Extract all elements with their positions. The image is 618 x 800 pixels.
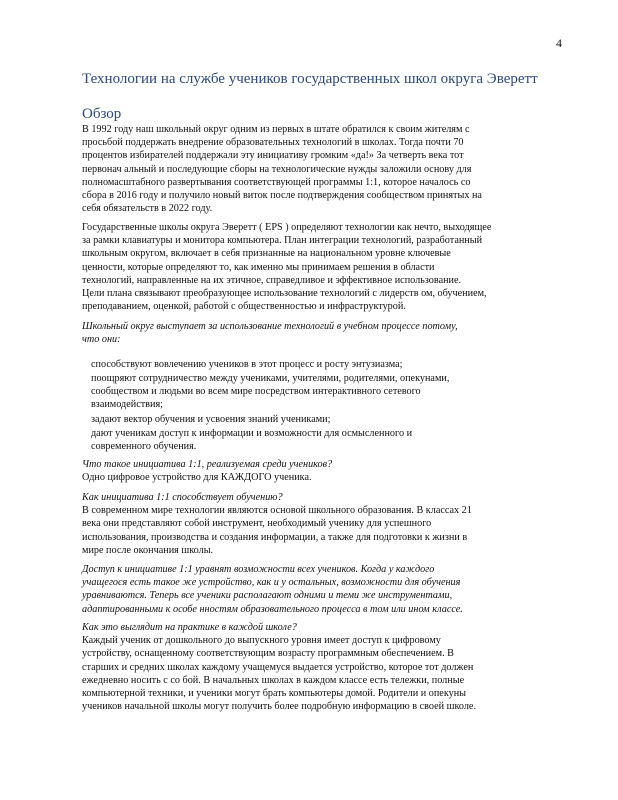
answer-text: Одно цифровое устройство для КАЖДОГО ученика. — [82, 472, 312, 484]
question-text: Что такое инициатива 1:1, реализуемая среди учеников? — [82, 459, 333, 470]
text-line: Доступ к инициативе 1:1 уравнят возможности всех учеников. Когда у каждого — [82, 564, 435, 575]
text-line: за рамки клавиатуры и монитора компьютера. План интеграции технологий, разработанный — [82, 235, 483, 247]
answer-text: ежедневно носить с со бой. В начальных школах в каждом классе есть тележки, полные — [82, 674, 465, 686]
question-text: Как это выглядит на практике в каждой школе? — [82, 622, 297, 633]
list-item-text: задают вектор обучения и усвоения знаний учениками; — [91, 414, 331, 425]
qa-what-is — [82, 458, 552, 484]
text-line: первонач альный и последующие сборы на технологические нужды заложили основу для — [82, 163, 472, 175]
text-line: учащегося есть такое же устройство, как и у остальных, возможности для обучения — [82, 577, 461, 589]
text-line: полномасштабного развертывания соответствующей программы 1:1, которое началось со — [82, 176, 471, 188]
list-item-text: поощряют сотрудничество между учениками, учителями, родителями, опекунами, — [91, 373, 450, 384]
answer-text: Каждый ученик от дошкольного до выпускного уровня имеет доступ к цифровому — [82, 635, 441, 647]
text-line: просьбой поддержать внедрение образовательных технологий в школах. Тогда почти 70 — [82, 137, 464, 149]
text-line: В 1992 году наш школьный округ одним из первых в штате обратился к своим жителям с — [82, 124, 470, 135]
text-line: процентов избирателей поддержали эту инициативу громким «да!» За четверть века тот — [82, 150, 464, 162]
section-heading-overview: Обзор — [82, 106, 122, 122]
text-line: Государственные школы округа Эверетт ( EPS ) определяют технологии как нечто, выходящее — [82, 222, 492, 233]
paragraph-definition — [82, 221, 552, 313]
text-line: ценности, которые определяют то, как именно мы принимаем решения в области — [82, 261, 435, 273]
qa-how-helps — [82, 491, 552, 557]
question-text: Как инициатива 1:1 способствует обучению? — [82, 492, 283, 503]
text-line: сбора в 2016 году и получило новый виток после подтверждения сообществом принятых на — [82, 190, 482, 202]
answer-text: В современном мире технологии являются основой школьного образования. В классах 21 — [82, 505, 472, 517]
text-line: что они: — [82, 334, 121, 346]
paragraph-italic-intro — [82, 320, 552, 346]
answer-text: устройству, оснащенному соответствующим возрасту программным обеспечением. В — [82, 648, 454, 660]
qa-equal-access — [82, 563, 552, 616]
list-item-text: сообществом и людьми во всем мире посредством интерактивного сетевого — [91, 386, 421, 397]
list-item-text: способствуют вовлечению учеников в этот процесс и росту энтузиазма; — [91, 359, 403, 370]
list-item-text: современного обучения. — [91, 441, 197, 452]
answer-text: использования, производства и создания информации, а также для подготовки к жизни в — [82, 531, 468, 543]
page-title: Технологии на службе учеников государственных школ округа Эверетт — [82, 71, 538, 87]
answer-text: компьютерной техники, и ученики могут брать компьютеры домой. Родители и опекуны — [82, 688, 467, 700]
answer-text: учеников начальной школы могут получить более подробную информацию в своей школе. — [82, 701, 477, 713]
text-line: преподаванием, оценкой, работой с общественностью и инфраструктурой. — [82, 301, 406, 313]
list-item-text: дают ученикам доступ к информации и возможности для осмысленного и — [91, 428, 413, 439]
qa-in-practice — [82, 621, 552, 713]
text-line: Школьный округ выступает за использование технологий в учебном процессе потому, — [82, 321, 458, 332]
paragraph-history — [82, 123, 552, 215]
text-line: адаптированными к особе нностям образовательного процесса в том или ином классе. — [82, 603, 463, 615]
answer-text: старших и средних школах каждому учащемуся выдается устройство, которое тот должен — [82, 661, 474, 673]
page-number: 4 — [556, 36, 562, 50]
text-line: Цели плана связывают преобразующее использование технологий с лидерств ом, обучением, — [82, 288, 487, 300]
text-line: школьным округом, включает в себя признанные на национальном уровне ключевые — [82, 248, 451, 260]
text-line: технологий, направленные на их этичное, справедливое и эффективное использование. — [82, 274, 462, 286]
text-line: уравниваются. Теперь все ученики располагают одними и теми же инструментами, — [82, 590, 453, 602]
text-line: себя обязательств в 2022 году. — [82, 203, 213, 215]
answer-text: мире после окончания школы. — [82, 544, 214, 556]
list-item-text: взаимодействия; — [91, 399, 163, 410]
answer-text: века они представляют собой инструмент, необходимый ученику для успешного — [82, 518, 432, 530]
